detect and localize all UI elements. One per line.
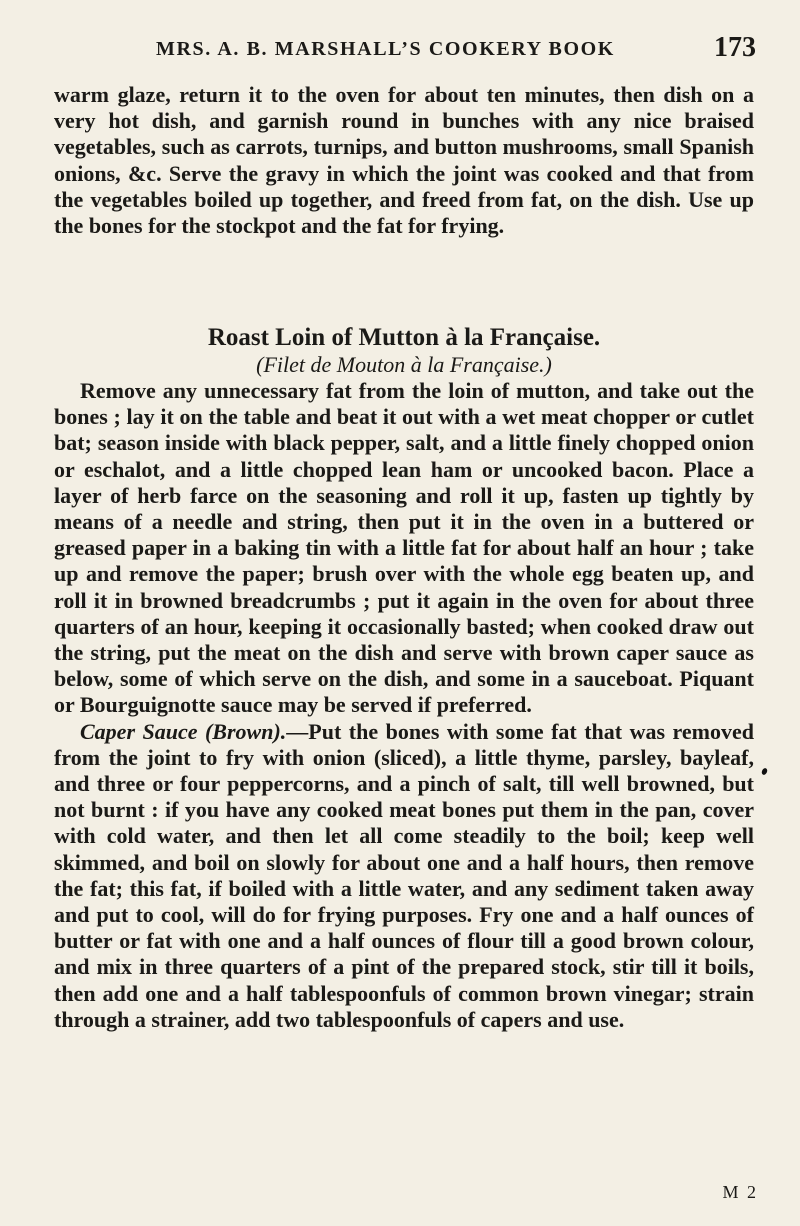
running-header xyxy=(56,30,756,64)
running-title: MRS. A. B. MARSHALL’S COOKERY BOOK xyxy=(156,38,615,60)
intro-paragraph-block xyxy=(54,82,754,239)
signature-mark: M 2 xyxy=(722,1182,758,1202)
caper-sauce-paragraph xyxy=(54,719,754,1033)
recipe-method-paragraph: Remove any unnecessary fat from the loin of mutton, and take out the bones ; lay it on the table and beat it out with a wet meat chopper or cutlet bat; season inside with black pepper, salt, and a little finely chopped onion or eschalot, and a little chopped lean ham or uncooked bacon. Place a layer of herb farce on the seasoning and roll it up, fasten up tightly by means of a needle and string, then put it in the oven in a buttered or greased paper in a baking tin with a little fat for about half an hour ; take up and remove the paper; brush over with the whole egg beaten up, and roll it in browned breadcrumbs ; put it again in the oven for about three quarters of an hour, keeping it occasionally basted; when cooked draw out the string, put the meat on the dish and serve with brown caper sauce as below, some of which serve on the dish, and some in a sauceboat. Piquant or Bourguignotte sauce may be served if preferred. xyxy=(54,378,754,718)
caper-sauce-method: —Put the bones with some fat that was removed from the joint to fry with onion (sliced), a little thyme, parsley, bayleaf, and three or four peppercorns, and a pinch of salt, till well browned, but not burnt : if you have any cooked meat bones put them in the pan, cover with cold water, and then let all come steadily to the boil; keep well skimmed, and boil on slowly for about one and a half hours, then remove the fat; this fat, if boiled with a little water, and any sediment taken away and put to cool, will do for frying purposes. Fry one and a half ounces of butter or fat with one and a half ounces of flour till a good brown colour, and mix in three quarters of a pint of the prepared stock, stir till it boils, then add one and a half tablespoonfuls of common brown vinegar; strain through a strainer, add two tablespoonfuls of capers and use. xyxy=(54,718,754,1032)
caper-sauce-title: Caper Sauce (Brown). xyxy=(80,718,287,744)
recipe-body xyxy=(54,378,754,1033)
page-number: 173 xyxy=(714,32,756,63)
intro-paragraph: warm glaze, return it to the oven for about ten minutes, then dish on a very hot dish, and garnish round in bunches with any nice braised vegetables, such as carrots, turnips, and button mushrooms, small Spanish onions, &c. Serve the gravy in which the joint was cooked and that from the vegetables boiled up together, and freed from fat, on the dish. Use up the bones for the stockpot and the fat for frying. xyxy=(54,82,754,239)
ink-speck xyxy=(761,767,768,775)
recipe-title: Roast Loin of Mutton à la Française. xyxy=(207,323,601,351)
recipe-subtitle: (Filet de Mouton à la Française.) xyxy=(256,352,552,377)
